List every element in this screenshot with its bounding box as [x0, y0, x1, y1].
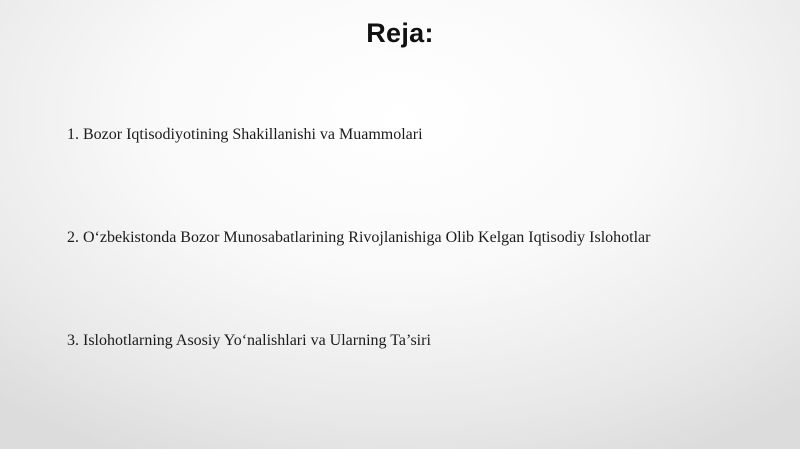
agenda-item: 3. Islohotlarning Asosiy Yo‘nalishlari va Ularning Ta’siri [67, 332, 431, 349]
slide-title: Reja: [366, 18, 434, 48]
agenda-item: 1. Bozor Iqtisodiyotining Shakillanishi va Muammolari [67, 126, 423, 143]
agenda-item: 2. O‘zbekistonda Bozor Munosabatlarining Rivojlanishiga Olib Kelgan Iqtisodiy Islohotlar [67, 229, 651, 246]
